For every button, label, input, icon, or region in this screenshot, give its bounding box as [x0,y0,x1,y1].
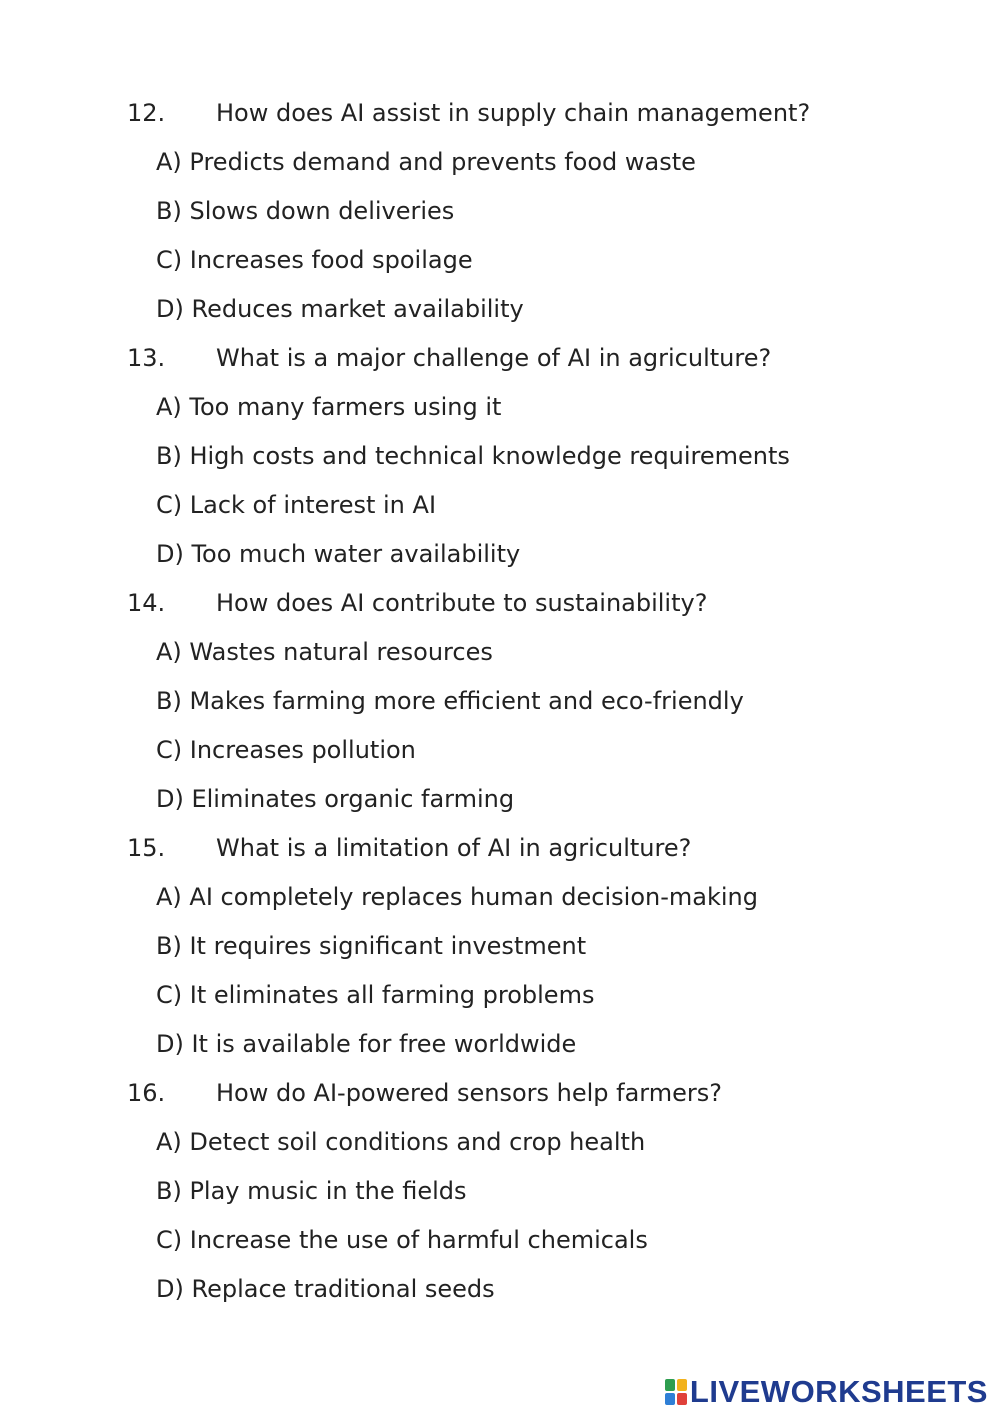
answer-option: A) Detect soil conditions and crop health [156,1128,646,1156]
logo-square-icon [665,1393,675,1405]
question-number: 14. [127,589,166,617]
answer-option: A) AI completely replaces human decision-making [156,883,758,911]
question-text: What is a limitation of AI in agriculture? [216,834,692,862]
answer-option: A) Predicts demand and prevents food waste [156,148,696,176]
answer-option: B) Slows down deliveries [156,197,455,225]
question-text: How does AI contribute to sustainability? [216,589,708,617]
answer-option: C) Lack of interest in AI [156,491,437,519]
question-number: 12. [127,99,166,127]
logo-square-icon [677,1393,687,1405]
answer-options [127,877,987,1073]
answer-option: D) Eliminates organic farming [156,785,515,813]
question-line [127,93,987,142]
question-item [127,583,987,828]
brand-name: LIVEWORKSHEETS [689,1374,988,1409]
answer-option: A) Too many farmers using it [156,393,502,421]
question-line [127,338,987,387]
answer-option: A) Wastes natural resources [156,638,493,666]
logo-square-icon [665,1379,675,1391]
question-number: 16. [127,1079,166,1107]
liveworksheets-logo-icon [665,1379,687,1405]
answer-options [127,1122,987,1318]
question-text: What is a major challenge of AI in agriculture? [216,344,772,372]
question-line [127,828,987,877]
question-text: How does AI assist in supply chain management? [216,99,811,127]
logo-square-icon [677,1379,687,1391]
answer-option: D) Replace traditional seeds [156,1275,495,1303]
answer-option: C) Increase the use of harmful chemicals [156,1226,648,1254]
question-text: How do AI-powered sensors help farmers? [216,1079,723,1107]
question-line [127,583,987,632]
answer-option: B) High costs and technical knowledge requirements [156,442,790,470]
answer-option: B) Makes farming more efficient and eco-friendly [156,687,744,715]
liveworksheets-brand [665,1372,988,1412]
question-item [127,1073,987,1318]
question-line [127,1073,987,1122]
question-number: 15. [127,834,166,862]
question-item [127,338,987,583]
answer-option: C) Increases pollution [156,736,416,764]
answer-options [127,632,987,828]
answer-option: D) Reduces market availability [156,295,524,323]
answer-option: B) Play music in the fields [156,1177,467,1205]
answer-option: C) Increases food spoilage [156,246,473,274]
answer-options [127,142,987,338]
question-number: 13. [127,344,166,372]
question-item [127,93,987,338]
answer-option: D) Too much water availability [156,540,521,568]
answer-option: B) It requires significant investment [156,932,587,960]
answer-option: C) It eliminates all farming problems [156,981,595,1009]
question-list [127,93,987,1318]
question-item [127,828,987,1073]
answer-option: D) It is available for free worldwide [156,1030,577,1058]
answer-options [127,387,987,583]
